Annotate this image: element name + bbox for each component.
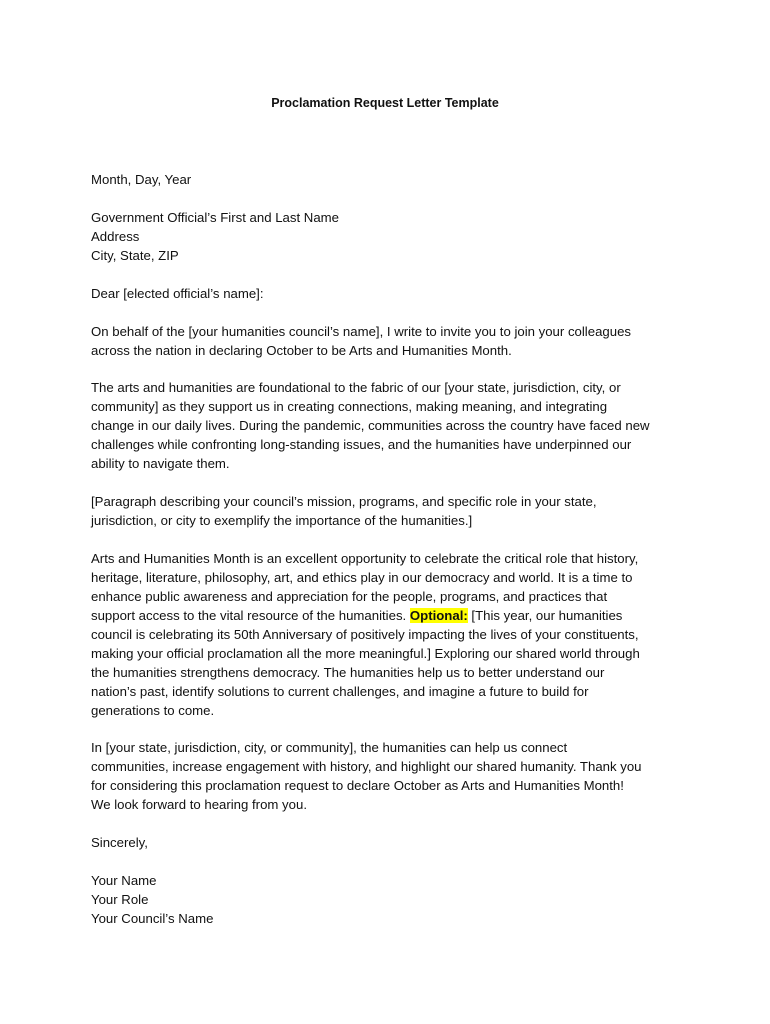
paragraph-line: for considering this proclamation request to declare October as Arts and Humanities Month!: [91, 778, 624, 793]
document-title: Proclamation Request Letter Template: [271, 96, 499, 110]
paragraph-line: Arts and Humanities Month is an excellent opportunity to celebrate the critical role that history,: [91, 551, 639, 566]
recipient-block: [91, 208, 696, 265]
paragraph-mission-placeholder: [91, 492, 696, 530]
paragraph-foundation: [91, 378, 696, 473]
line-suffix: [This year, our humanities: [467, 608, 623, 623]
optional-highlight-label: Optional:: [409, 608, 468, 623]
paragraph-line-with-optional: [91, 606, 696, 625]
paragraph-line: communities, increase engagement with history, and highlight our shared humanity. Thank you: [91, 759, 642, 774]
paragraph-line: change in our daily lives. During the pandemic, communities across the country have faced new: [91, 418, 650, 433]
paragraph-line: making your official proclamation all the more meaningful.] Exploring our shared world through: [91, 646, 640, 661]
salutation: Dear [elected official’s name]:: [91, 286, 264, 301]
paragraph-line: generations to come.: [91, 703, 215, 718]
paragraph-line: the humanities strengthens democracy. The humanities help us to better understand our: [91, 665, 605, 680]
paragraph-line: We look forward to hearing from you.: [91, 797, 307, 812]
closing: Sincerely,: [91, 835, 148, 850]
recipient-name: Government Official’s First and Last Name: [91, 210, 339, 225]
paragraph-line: community] as they support us in creating connections, making meaning, and integrating: [91, 399, 608, 414]
recipient-city: City, State, ZIP: [91, 248, 179, 263]
signature-name: Your Name: [91, 873, 157, 888]
letter-date: Month, Day, Year: [91, 172, 192, 187]
paragraph-line: [Paragraph describing your council’s mission, programs, and specific role in your state,: [91, 494, 597, 509]
paragraph-line: council is celebrating its 50th Anniversary of positively impacting the lives of your constituents,: [91, 627, 639, 642]
paragraph-line: jurisdiction, or city to exemplify the importance of the humanities.]: [91, 513, 473, 528]
paragraph-line: heritage, literature, philosophy, art, and ethics play in our democracy and world. It is a time to: [91, 570, 633, 585]
paragraph-line: nation’s past, identify solutions to current challenges, and imagine a future to build for: [91, 684, 589, 699]
paragraph-line: challenges while confronting long-standing issues, and the humanities have underpinned our: [91, 437, 632, 452]
paragraph-line: enhance public awareness and appreciation for the people, programs, and practices that: [91, 589, 608, 604]
paragraph-line: On behalf of the [your humanities council’s name], I write to invite you to join your colleagues: [91, 324, 632, 339]
line-prefix: support access to the vital resource of the humanities.: [91, 608, 410, 623]
signature-council: Your Council’s Name: [91, 911, 214, 926]
paragraph-invitation: [91, 322, 696, 360]
paragraph-line: The arts and humanities are foundational to the fabric of our [your state, jurisdiction, city, or: [91, 380, 621, 395]
paragraph-line: across the nation in declaring October to be Arts and Humanities Month.: [91, 343, 512, 358]
paragraph-line: In [your state, jurisdiction, city, or community], the humanities can help us connect: [91, 740, 568, 755]
signature-role: Your Role: [91, 892, 149, 907]
paragraph-arts-month: [91, 549, 696, 720]
recipient-address: Address: [91, 229, 140, 244]
paragraph-closing-request: [91, 738, 696, 814]
paragraph-line: ability to navigate them.: [91, 456, 230, 471]
signature-block: [91, 871, 696, 928]
